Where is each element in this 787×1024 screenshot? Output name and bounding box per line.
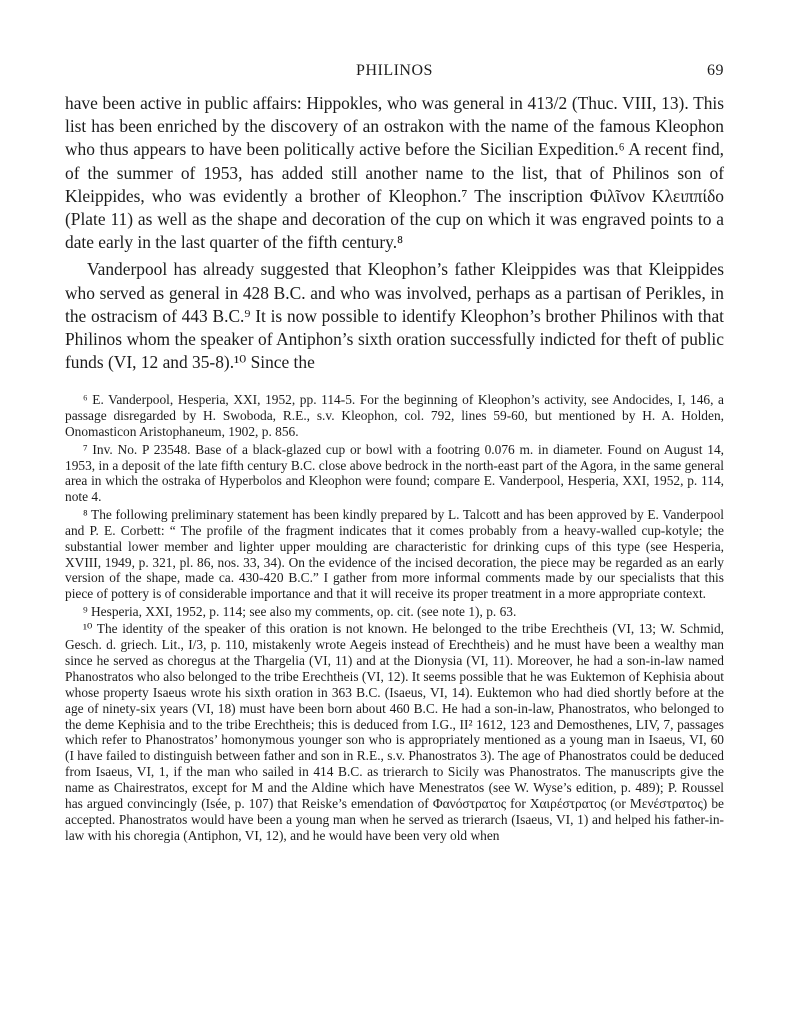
footnote-6: ⁶ E. Vanderpool, Hesperia, XXI, 1952, pp. 114-5. For the beginning of Kleophon’s activity, see Andocides, I, 146, a passage disregarded by H. Swoboda, R.E., s.v. Kleophon, col. 792, lines 59-60, but mentioned by H. A. Holden, Onomasticon Aristophaneum, 1902, p. 856. <box>65 392 724 440</box>
page-number: 69 <box>707 62 724 79</box>
footnote-8: ⁸ The following preliminary statement has been kindly prepared by L. Talcott and has been approved by E. Vanderpool and P. E. Corbett: “ The profile of the fragment indicates that it comes probably from a heavy-walled cup-kotyle; the substantial lower member and lighter upper moulding are characteristic for drinking cups of this type (see Hesperia, XVIII, 1949, p. 321, pl. 86, nos. 33, 34). On the evidence of the incised decoration, the piece may be regarded as an early version of the shape, made ca. 430-420 B.C.” I gather from more informal comments made by our specialists that this piece of pottery is of considerable importance and that it will receive its proper treatment in a more appropriate context. <box>65 506 724 602</box>
page <box>65 58 724 845</box>
main-text <box>65 92 724 374</box>
footnotes <box>65 392 724 843</box>
footnote-7: ⁷ Inv. No. P 23548. Base of a black-glazed cup or bowl with a footring 0.076 m. in diameter. Found on August 14, 1953, in a deposit of the late fifth century B.C. close above bedrock in the north-east part of the Agora, in the same general area in which the ostraka of Hyperbolos and Kleophon were found; compare E. Vanderpool, Hesperia, XXI, 1952, p. 114, note 4. <box>65 441 724 505</box>
footnote-10: ¹⁰ The identity of the speaker of this oration is not known. He belonged to the tribe Erechtheis (VI, 13; W. Schmid, Gesch. d. griech. Lit., I/3, p. 110, mistakenly wrote Aegeis instead of Erechtheis) and he must have been a wealthy man since he served as choregus at the Thargelia (VI, 11) and at the Dionysia (VI, 11). Moreover, he had a son-in-law named Phanostratos who also belonged to the tribe Erechtheis (VI, 12). It seems possible that he was Euktemon of Kephisia about whose property Isaeus wrote his sixth oration in 363 B.C. (Isaeus, VI, 14). Euktemon who had died shortly before at the age of ninety-six years (VI, 18) must have been born about 460 B.C. He had a son-in-law, Phanostratos, who belonged to the deme Kephisia and to the tribe Erechtheis; this is deduced from I.G., II² 1612, 123 and Demosthenes, LIV, 7, passages which refer to Phanostratos’ homonymous younger son who is appropriately mentioned as a young man in Isaeus, VI, 60 (I have failed to distinguish between father and son in R.E., s.v. Phanostratos 3). The age of Phanostratos could be deduced from Isaeus, VI, 1, if the man who sailed in 414 B.C. as trierarch to Sicily was Phanostratos. The manuscripts give the name as Chairestratos, except for M and the Aldine which have Menestratos (see W. Wyse’s edition, p. 489); P. Roussel has argued convincingly (Isée, p. 107) that Reiske’s emendation of Φανόστρατος for Χαιρέστρατος (or Μενέστρατος) be accepted. Phanostratos would have been a young man when he served as trierarch (Isaeus, VI, 1) and helped his father-in-law with his choregia (Antiphon, VI, 12), and he would have been very old when <box>65 621 724 843</box>
body-paragraph: have been active in public affairs: Hippokles, who was general in 413/2 (Thuc. VIII, 13). This list has been enriched by the discovery of an ostrakon with the name of the famous Kleophon who thus appears to have been politically active before the Sicilian Expedition.⁶ A recent find, of the summer of 1953, has added still another name to the list, that of Philinos son of Kleippides, who was evidently a brother of Kleophon.⁷ The inscription Φιλῖνον Κλειππίδο (Plate 11) as well as the shape and decoration of the cup on which it was engraved points to a date early in the last quarter of the fifth century.⁸ <box>65 93 724 253</box>
running-head <box>65 58 724 84</box>
footnote-9: ⁹ Hesperia, XXI, 1952, p. 114; see also my comments, op. cit. (see note 1), p. 63. <box>83 603 517 619</box>
body-paragraph: Vanderpool has already suggested that Kleophon’s father Kleippides was that Kleippides who served as general in 428 B.C. and who was involved, perhaps as a partisan of Perikles, in the ostracism of 443 B.C.⁹ It is now possible to identify Kleophon’s brother Philinos with that Philinos whom the speaker of Antiphon’s sixth oration successfully indicted for theft of public funds (VI, 12 and 35-8).¹⁰ Since the <box>65 259 724 373</box>
running-title: PHILINOS <box>356 62 433 79</box>
